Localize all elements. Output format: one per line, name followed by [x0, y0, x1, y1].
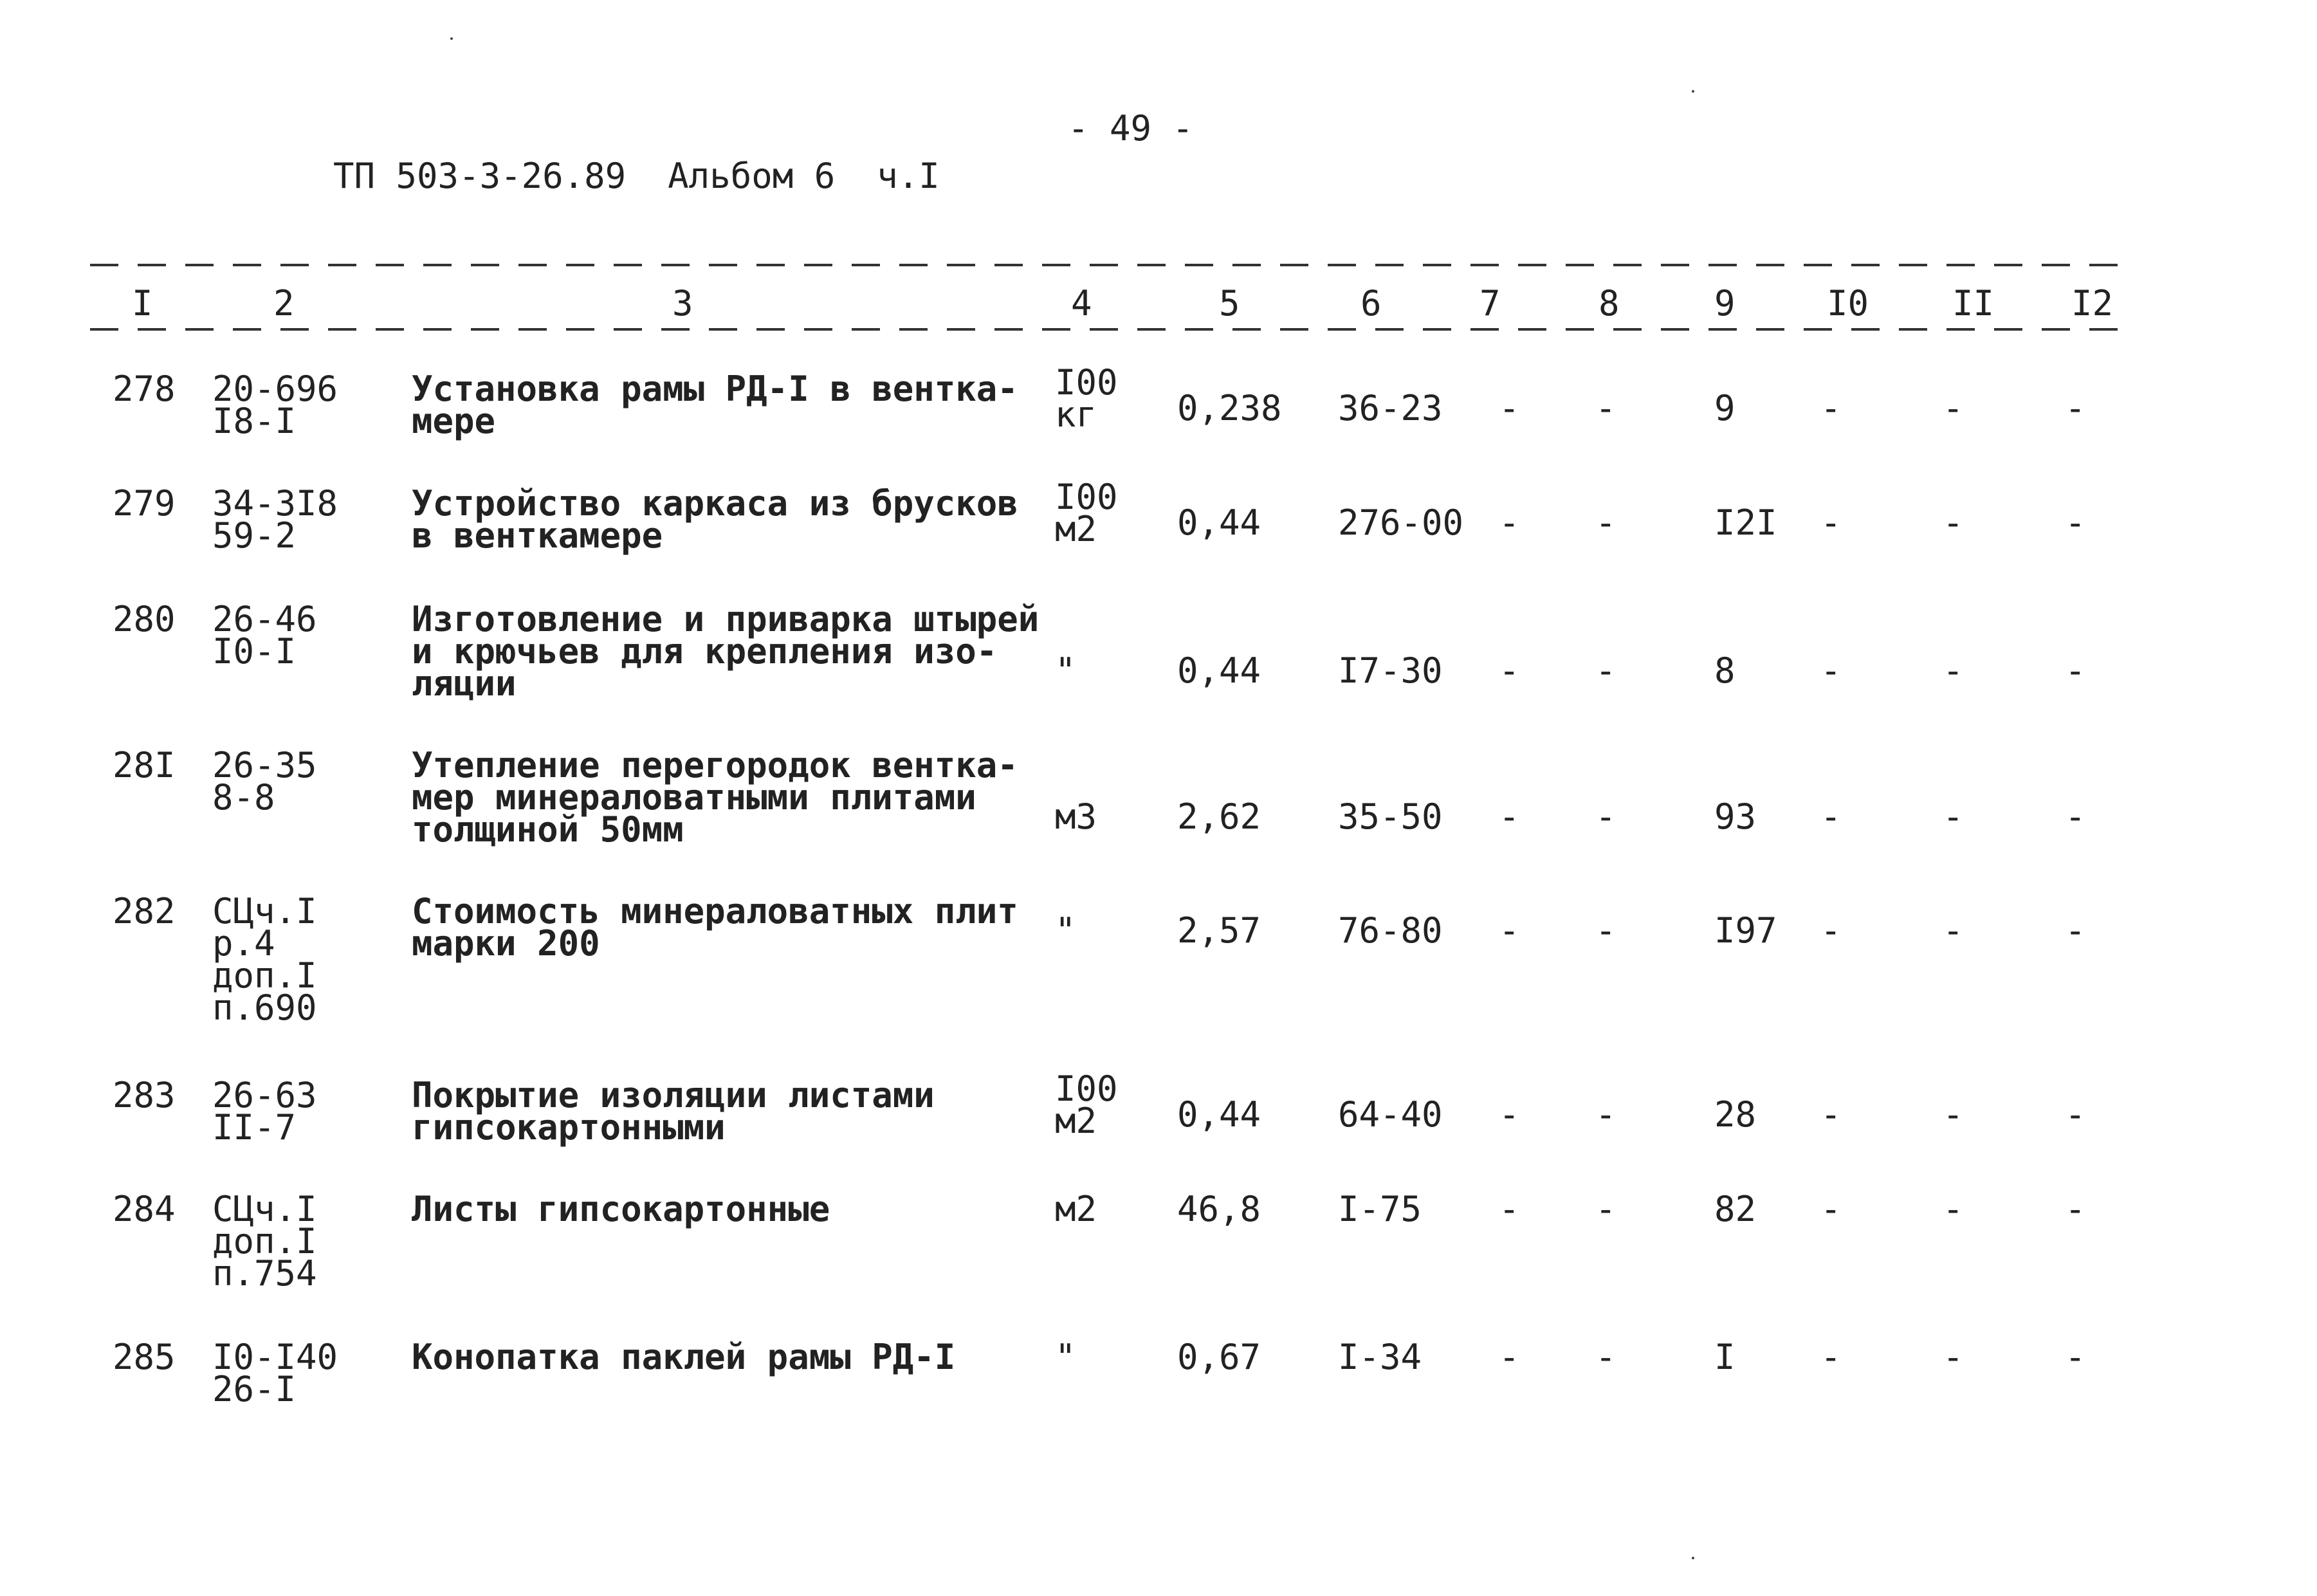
work-description: Изготовление и приварка штырей и крючьев для крепления изо- ляции	[412, 599, 1039, 704]
column-header: 3	[672, 283, 693, 324]
unit: "	[1055, 1337, 1076, 1377]
norm-code: 26-63 II-7	[212, 1075, 317, 1148]
col-8-value: -	[1595, 388, 1616, 428]
col-11-value: -	[1943, 650, 1964, 691]
norm-code: 26-35 8-8	[212, 745, 317, 818]
unit-price: I-75	[1338, 1189, 1422, 1229]
col-11-value: -	[1943, 388, 1964, 428]
col-10-value: -	[1820, 388, 1842, 428]
col-11-value: -	[1943, 502, 1964, 543]
norm-code: СЦч.I р.4 доп.I п.690	[212, 891, 317, 1028]
unit-price: 76-80	[1338, 910, 1443, 951]
work-description: Утепление перегородок вентка- мер минераловатными плитами толщиной 50мм	[412, 745, 1018, 850]
scan-speck	[1692, 1557, 1694, 1559]
col-10-value: -	[1820, 650, 1842, 691]
unit-price: I7-30	[1338, 650, 1443, 691]
scan-speck	[1692, 90, 1694, 93]
quantity: 0,238	[1177, 388, 1282, 428]
work-description: Листы гипсокартонные	[412, 1189, 830, 1229]
col-9-value: 93	[1714, 796, 1757, 837]
column-header: II	[1952, 283, 1995, 324]
column-header: 7	[1479, 283, 1501, 324]
col-10-value: -	[1820, 796, 1842, 837]
column-header: 6	[1360, 283, 1382, 324]
unit-price: I-34	[1338, 1337, 1422, 1377]
norm-code: 20-696 I8-I	[212, 369, 338, 441]
col-8-value: -	[1595, 910, 1616, 951]
column-header: I	[132, 283, 153, 324]
column-header: I2	[2071, 283, 2114, 324]
unit: "	[1055, 650, 1076, 691]
unit-price: 64-40	[1338, 1094, 1443, 1135]
row-number: 285	[113, 1337, 176, 1377]
unit: м3	[1055, 796, 1097, 837]
row-number: 283	[113, 1075, 176, 1115]
unit-price: 276-00	[1338, 502, 1464, 543]
col-12-value: -	[2065, 1094, 2086, 1135]
quantity: 0,44	[1177, 502, 1261, 543]
work-description: Установка рамы РД-I в вентка- мере	[412, 369, 1018, 441]
col-9-value: 28	[1714, 1094, 1757, 1135]
col-12-value: -	[2065, 1337, 2086, 1377]
row-number: 284	[113, 1189, 176, 1229]
col-9-value: I	[1714, 1337, 1735, 1377]
col-9-value: 8	[1714, 650, 1735, 691]
unit-price: 36-23	[1338, 388, 1443, 428]
col-12-value: -	[2065, 910, 2086, 951]
col-11-value: -	[1943, 1094, 1964, 1135]
document-title: ТП 503-3-26.89 Альбом 6 ч.I	[333, 156, 940, 196]
row-number: 28I	[113, 745, 176, 785]
quantity: 2,62	[1177, 796, 1261, 837]
col-8-value: -	[1595, 1337, 1616, 1377]
col-9-value: 82	[1714, 1189, 1757, 1229]
quantity: 0,44	[1177, 1094, 1261, 1135]
col-12-value: -	[2065, 1189, 2086, 1229]
row-number: 280	[113, 599, 176, 639]
column-header: 2	[273, 283, 295, 324]
col-11-value: -	[1943, 1189, 1964, 1229]
col-10-value: -	[1820, 1337, 1842, 1377]
col-7-value: -	[1499, 502, 1520, 543]
column-header: I0	[1827, 283, 1869, 324]
row-number: 279	[113, 483, 176, 524]
col-11-value: -	[1943, 910, 1964, 951]
col-7-value: -	[1499, 1189, 1520, 1229]
col-7-value: -	[1499, 910, 1520, 951]
col-7-value: -	[1499, 650, 1520, 691]
norm-code: 34-3I8 59-2	[212, 483, 338, 556]
col-12-value: -	[2065, 388, 2086, 428]
work-description: Устройство каркаса из брусков в венткамере	[412, 483, 1018, 556]
col-9-value: 9	[1714, 388, 1735, 428]
norm-code: I0-I40 26-I	[212, 1337, 338, 1409]
col-8-value: -	[1595, 650, 1616, 691]
col-9-value: I97	[1714, 910, 1777, 951]
col-12-value: -	[2065, 650, 2086, 691]
col-10-value: -	[1820, 1189, 1842, 1229]
col-12-value: -	[2065, 796, 2086, 837]
unit: I00 м2	[1055, 477, 1118, 549]
col-11-value: -	[1943, 796, 1964, 837]
norm-code: СЦч.I доп.I п.754	[212, 1189, 317, 1294]
col-9-value: I2I	[1714, 502, 1777, 543]
row-number: 278	[113, 369, 176, 409]
col-8-value: -	[1595, 1189, 1616, 1229]
column-header: 5	[1219, 283, 1240, 324]
norm-code: 26-46 I0-I	[212, 599, 317, 672]
top-dashed-rule	[90, 264, 2129, 266]
quantity: 2,57	[1177, 910, 1261, 951]
unit: "	[1055, 910, 1076, 951]
quantity: 46,8	[1177, 1189, 1261, 1229]
unit-price: 35-50	[1338, 796, 1443, 837]
quantity: 0,44	[1177, 650, 1261, 691]
col-12-value: -	[2065, 502, 2086, 543]
col-8-value: -	[1595, 796, 1616, 837]
col-10-value: -	[1820, 1094, 1842, 1135]
header-dashed-rule	[90, 328, 2129, 331]
column-header: 9	[1714, 283, 1735, 324]
scan-speck	[450, 37, 453, 40]
work-description: Покрытие изоляции листами гипсокартонными	[412, 1075, 935, 1148]
page-number: - 49 -	[1068, 108, 1194, 149]
col-7-value: -	[1499, 388, 1520, 428]
col-8-value: -	[1595, 1094, 1616, 1135]
col-10-value: -	[1820, 910, 1842, 951]
column-header: 8	[1598, 283, 1620, 324]
quantity: 0,67	[1177, 1337, 1261, 1377]
col-11-value: -	[1943, 1337, 1964, 1377]
col-7-value: -	[1499, 796, 1520, 837]
work-description: Стоимость минераловатных плит марки 200	[412, 891, 1018, 964]
column-header: 4	[1071, 283, 1092, 324]
unit: I00 кг	[1055, 362, 1118, 435]
row-number: 282	[113, 891, 176, 931]
col-10-value: -	[1820, 502, 1842, 543]
col-7-value: -	[1499, 1094, 1520, 1135]
work-description: Конопатка паклей рамы РД-I	[412, 1337, 956, 1377]
col-8-value: -	[1595, 502, 1616, 543]
unit: I00 м2	[1055, 1069, 1118, 1141]
unit: м2	[1055, 1189, 1097, 1229]
col-7-value: -	[1499, 1337, 1520, 1377]
